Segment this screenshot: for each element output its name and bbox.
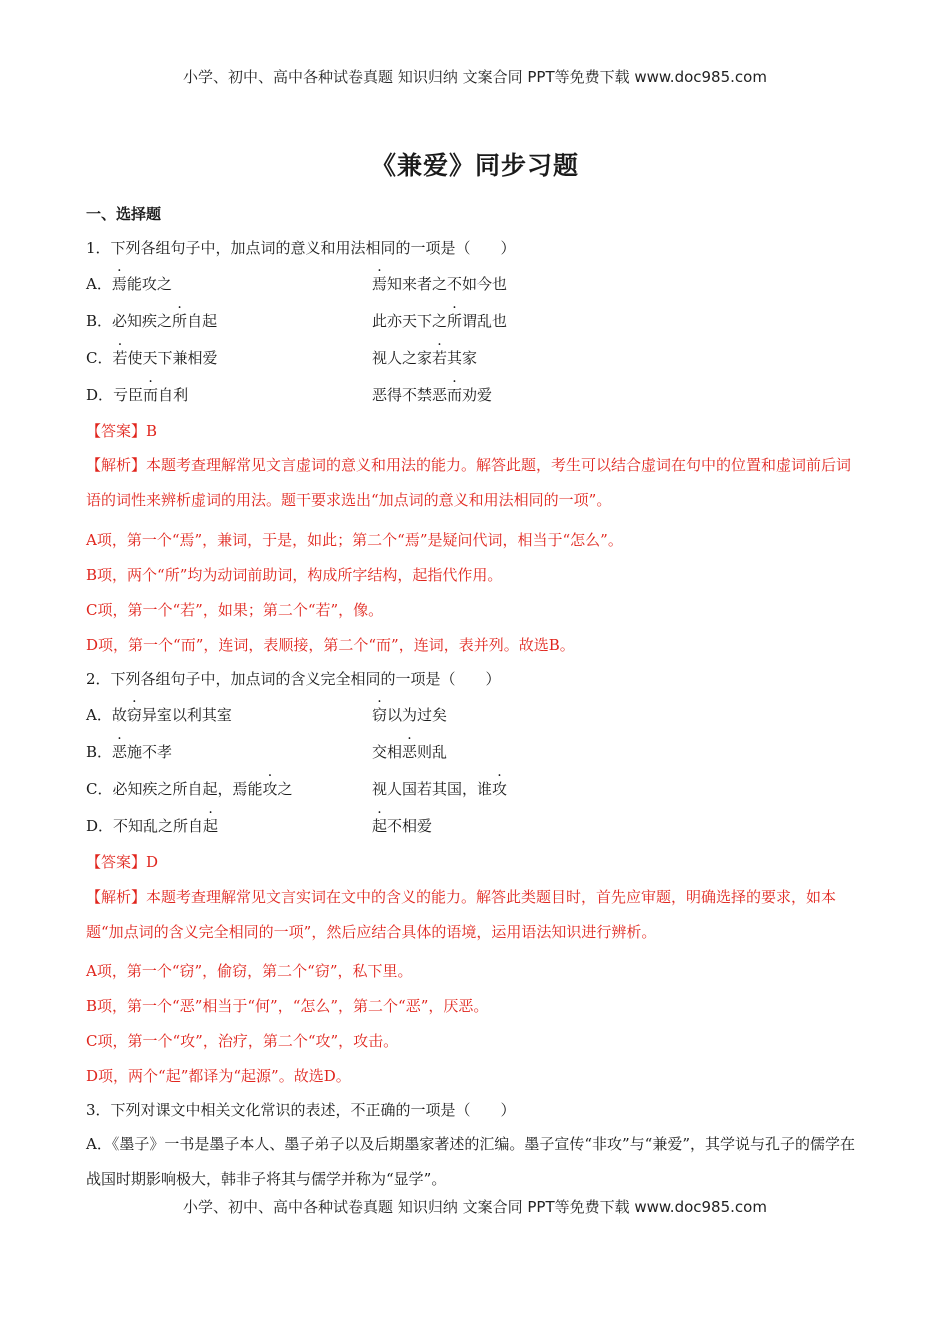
page-title: 《兼爱》同步习题 [370, 151, 579, 180]
q2-analysis-item: A项，第一个“窃”，偷窃，第二个“窃”，私下里。 [86, 962, 413, 980]
q2-option-d: D．不知乱之所自起 [86, 817, 219, 835]
q1-option-b-second: 此亦天下之所谓乱也 [372, 312, 508, 330]
q2-option-d-second: 起不相爱 [372, 817, 433, 835]
q3-stem: 3．下列对课文中相关文化常识的表述，不正确的一项是（ ） [86, 1101, 516, 1119]
q2-option-b-second: 交相恶则乱 [372, 743, 448, 761]
q2-option-c-second: 视人国若其国，谁攻 [372, 780, 508, 798]
q2-answer: 【答案】D [86, 853, 159, 871]
q1-option-c-second: 视人之家若其家 [372, 349, 478, 367]
q1-option-b: B．必知疾之所自起 [86, 312, 218, 330]
page-header: 小学、初中、高中各种试卷真题 知识归纳 文案合同 PPT等免费下载 www.doc985.com [183, 68, 767, 86]
q1-analysis: 【解析】本题考查理解常见文言虚词的意义和用法的能力。解答此题，考生可以结合虚词在句中的位置和虚词前后词语的词性来辨析虚词的用法。题干要求选出“加点词的意义和用法相同的一项”。 [86, 456, 852, 509]
q1-option-c: C．若使天下兼相爱 [86, 349, 218, 367]
q1-option-d: D．亏臣而自利 [86, 386, 189, 404]
q1-analysis-item: D项，第一个“而”，连词，表顺接，第二个“而”，连词，表并列。故选B。 [86, 636, 575, 654]
q1-analysis-item: A项，第一个“焉”，兼词，于是，如此；第二个“焉”是疑问代词，相当于“怎么”。 [86, 531, 623, 549]
q2-analysis-item: C项，第一个“攻”，治疗，第二个“攻”，攻击。 [86, 1032, 399, 1050]
page-footer: 小学、初中、高中各种试卷真题 知识归纳 文案合同 PPT等免费下载 www.doc985.com [183, 1198, 767, 1216]
q1-option-a-second: 焉知来者之不如今也 [372, 275, 508, 293]
q2-analysis-item: B项，第一个“恶”相当于“何”，“怎么”，第二个“恶”，厌恶。 [86, 997, 489, 1015]
q1-option-a: A．焉能攻之 [86, 275, 172, 293]
q1-answer: 【答案】B [86, 422, 158, 440]
q2-stem: 2．下列各组句子中，加点词的含义完全相同的一项是（ ） [86, 670, 501, 688]
q3-option-a: A．《墨子》一书是墨子本人、墨子弟子以及后期墨家著述的汇编。墨子宣传“非攻”与“兼爱”，其学说与孔子的儒学在战国时期影响极大，韩非子将其与儒学并称为“显学”。 [86, 1135, 856, 1188]
q2-analysis: 【解析】本题考查理解常见文言实词在文中的含义的能力。解答此类题目时，首先应审题，明确选择的要求，如本题“加点词的含义完全相同的一项”，然后应结合具体的语境，运用语法知识进行辨析。 [86, 888, 837, 941]
q2-option-a: A．故窃异室以利其室 [86, 706, 232, 724]
q1-analysis-item: B项，两个“所”均为动词前助词，构成所字结构，起指代作用。 [86, 566, 503, 584]
section-heading: 一、选择题 [86, 205, 162, 223]
q2-option-c: C．必知疾之所自起，焉能攻之 [86, 780, 293, 798]
q1-option-d-second: 恶得不禁恶而劝爱 [372, 386, 493, 404]
q1-analysis-item: C项，第一个“若”，如果；第二个“若”，像。 [86, 601, 384, 619]
q2-option-b: B．恶施不孝 [86, 743, 173, 761]
q2-analysis-item: D项，两个“起”都译为“起源”。故选D。 [86, 1067, 351, 1085]
q2-option-a-second: 窃以为过矣 [372, 706, 448, 724]
q1-stem: 1．下列各组句子中，加点词的意义和用法相同的一项是（ ） [86, 239, 516, 257]
